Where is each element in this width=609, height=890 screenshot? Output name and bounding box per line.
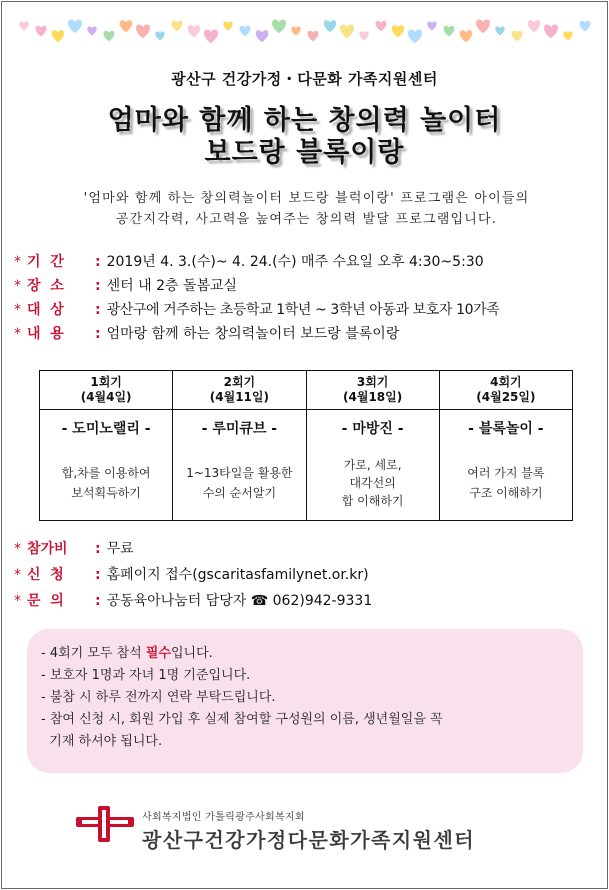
heart-icon [460, 30, 472, 42]
bullet-icon: * [14, 567, 21, 583]
program-name: - 블록놀이 - [439, 410, 572, 447]
heart-icon [223, 21, 232, 30]
heart-icon [563, 31, 572, 40]
intro-line-1: '엄마와 함께 하는 창의력놀이터 보드랑 블럭이랑' 프로그램은 아이들의 [83, 191, 530, 206]
info-row-period: * 기 간 : 2019년 4. 3.(수)~ 4. 24.(수) 매주 수요일 오후 4:30~5:30 [14, 254, 484, 270]
caritas-logo-icon [76, 806, 134, 842]
heart-icon [240, 26, 251, 37]
intro-text [22, 188, 591, 230]
info-label: 내 용 [27, 326, 64, 342]
footer-subtitle: 사회복지법인 가톨릭광주사회복지회 [142, 812, 305, 823]
bullet-icon: * [14, 254, 21, 270]
heart-icon [256, 30, 268, 42]
hearts-border-decoration [16, 12, 596, 52]
heart-icon [68, 19, 82, 33]
session-header: 1회기 (4월4일) [40, 371, 173, 410]
session-header: 2회기 (4월11일) [173, 371, 306, 410]
info-label: 문 의 [27, 593, 64, 609]
intro-line-2: 공간지각력, 사고력을 높여주는 창의력 발달 프로그램입니다. [115, 212, 498, 227]
program-description: 합,차를 이용하여 보석획득하기 [40, 447, 173, 521]
heart-icon [408, 29, 422, 43]
bullet-icon: * [14, 593, 21, 609]
session-header: 3회기 (4월18일) [306, 371, 439, 410]
page-title-line1: 엄마와 함께 하는 창의력 놀이터 [107, 105, 502, 136]
heart-icon [104, 31, 115, 42]
program-description: 1~13타일을 활용한 수의 순서알기 [173, 447, 306, 521]
info-row-target: * 대 상 : 광산구에 거주하는 초등학교 1학년 ~ 3학년 아동과 보호자 10가족 [14, 302, 500, 318]
info-value: 홈페이지 접수(gscaritasfamilynet.or.kr) [106, 567, 369, 583]
heart-icon [544, 24, 558, 38]
info-value: 2019년 4. 3.(수)~ 4. 24.(수) 매주 수요일 오후 4:30~5:30 [106, 254, 484, 270]
heart-icon [376, 21, 387, 32]
heart-icon [476, 19, 490, 33]
heart-icon [427, 21, 436, 30]
heart-icon [204, 29, 218, 43]
heart-icon [392, 25, 404, 37]
program-name: - 루미큐브 - [173, 410, 306, 447]
info-row-content: * 내 용 : 엄마랑 함께 하는 창의력놀이터 보드랑 블록이랑 [14, 326, 400, 342]
notice-line: - 4회기 모두 참석 필수입니다. [41, 646, 213, 661]
heart-icon [528, 20, 540, 32]
info-row-place: * 장 소 : 센터 내 2층 돌봄교실 [14, 278, 238, 294]
heart-icon [324, 20, 336, 32]
info-row-apply: * 신 청 : 홈페이지 접수(gscaritasfamilynet.or.kr) [14, 567, 369, 583]
info-label: 대 상 [27, 302, 64, 318]
page-title-line2: 보드랑 블록이랑 [204, 137, 405, 168]
heart-icon [19, 21, 28, 30]
info-value: 엄마랑 함께 하는 창의력놀이터 보드랑 블록이랑 [106, 326, 400, 342]
program-description: 여러 가지 블록 구조 이해하기 [439, 447, 572, 521]
heart-icon [580, 21, 591, 32]
organization-name: 광산구 건강가정・다문화 가족지원센터 [171, 70, 438, 88]
program-name: - 도미노랠리 - [40, 410, 173, 447]
info-label: 참가비 [27, 541, 68, 557]
heart-icon [188, 25, 200, 37]
heart-icon [52, 30, 64, 42]
heart-icon [136, 24, 150, 38]
bullet-icon: * [14, 278, 21, 294]
heart-icon [495, 26, 504, 35]
session-header: 4회기 (4월25일) [439, 371, 572, 410]
poster [1, 1, 608, 889]
info-row-fee: * 참가비 : 무료 [14, 541, 134, 557]
heart-icon [444, 26, 455, 37]
info-value: 센터 내 2층 돌봄교실 [106, 278, 238, 294]
heart-icon [512, 31, 523, 42]
notice-line: 기재 하셔야 됩니다. [41, 734, 163, 749]
info-label: 기 간 [27, 254, 64, 270]
bullet-icon: * [14, 326, 21, 342]
heart-icon [36, 26, 47, 37]
heart-icon [291, 26, 300, 35]
info-value: 광산구에 거주하는 초등학교 1학년 ~ 3학년 아동과 보호자 10가족 [106, 302, 500, 318]
notice-line: - 참여 신청 시, 회원 가입 후 실제 참여할 구성원의 이름, 생년월일을 꼭 [41, 712, 443, 727]
notice-line: - 보호자 1명과 자녀 1명 기준입니다. [41, 668, 251, 683]
bullet-icon: * [14, 541, 21, 557]
heart-icon [308, 31, 319, 42]
heart-icon [87, 26, 96, 35]
info-value: 공동육아나눔터 담당자 ☎ 062)942-9331 [106, 593, 373, 609]
notice-line: - 불참 시 하루 전까지 연락 부탁드립니다. [41, 690, 276, 705]
bullet-icon: * [14, 302, 21, 318]
schedule-table [39, 370, 573, 521]
program-description: 가로, 세로, 대각선의 합 이해하기 [306, 447, 439, 521]
info-row-contact: * 문 의 : 공동육아나눔터 담당자 ☎ 062)942-9331 [14, 593, 373, 609]
program-name: - 마방진 - [306, 410, 439, 447]
heart-icon [155, 31, 164, 40]
info-value: 무료 [106, 541, 134, 557]
heart-icon [272, 19, 286, 33]
footer-organization: 광산구건강가정다문화가족지원센터 [142, 828, 476, 852]
heart-icon [172, 21, 183, 32]
heart-icon [340, 24, 354, 38]
heart-icon [120, 20, 132, 32]
info-label: 신 청 [27, 567, 64, 583]
heart-icon [359, 31, 368, 40]
info-label: 장 소 [27, 278, 64, 294]
notice-box [27, 629, 583, 773]
